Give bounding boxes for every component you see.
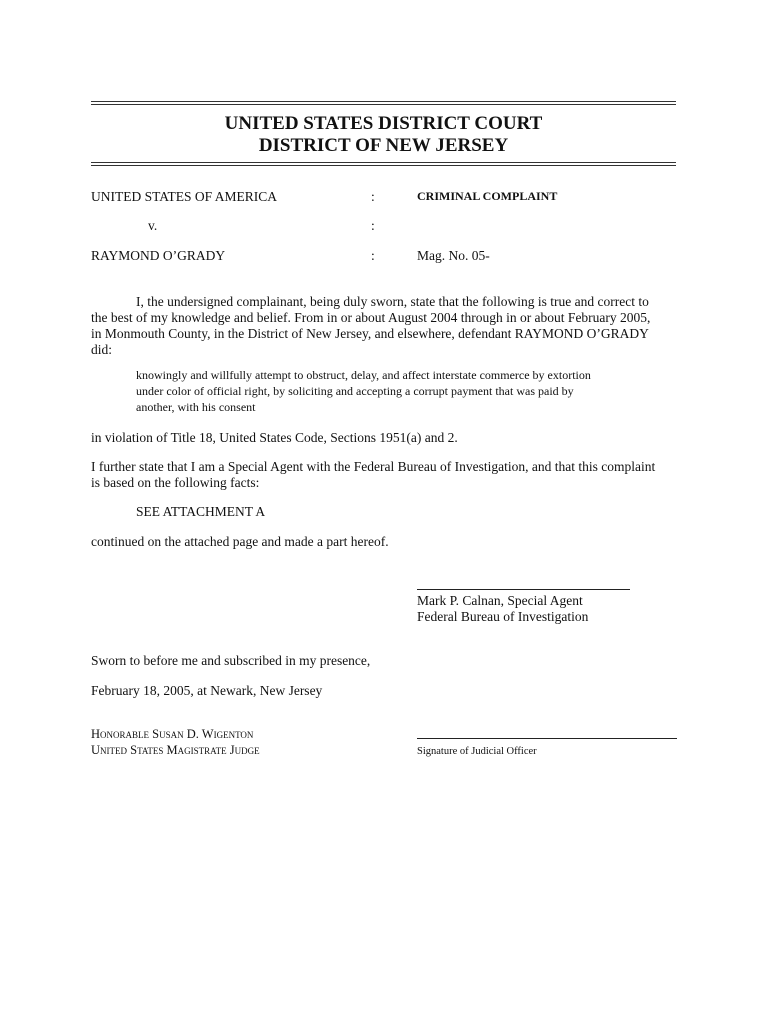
judicial-signature-label: Signature of Judicial Officer: [417, 746, 537, 757]
court-district: DISTRICT OF NEW JERSEY: [258, 135, 509, 156]
attachment-reference: SEE ATTACHMENT A: [136, 504, 266, 519]
charge-line-3: another, with his consent: [136, 400, 256, 414]
document-type: CRIMINAL COMPLAINT: [417, 189, 558, 203]
agent-signature-line: [417, 589, 630, 590]
intro-line-1: I, the undersigned complainant, being duly sworn, state that the following is true and correct to: [136, 294, 649, 309]
charge-line-2: under color of official right, by soliciting and accepting a corrupt payment that was paid by: [136, 384, 574, 398]
agent-statement-line-2: is based on the following facts:: [91, 475, 260, 490]
versus-label: v.: [148, 218, 158, 233]
top-double-rule: [91, 101, 676, 105]
continued-note: continued on the attached page and made a part hereof.: [91, 534, 389, 549]
intro-line-2: the best of my knowledge and belief. From in or about August 2004 through in or about February 2005,: [91, 310, 651, 325]
intro-line-4: did:: [91, 342, 113, 357]
caption-colon-3: :: [371, 248, 375, 263]
judicial-signature-line: [417, 738, 677, 739]
agent-agency: Federal Bureau of Investigation: [417, 609, 589, 624]
sworn-date-place: February 18, 2005, at Newark, New Jersey: [91, 683, 323, 698]
agent-statement-line-1: I further state that I am a Special Agent with the Federal Bureau of Investigation, and that this complaint: [91, 459, 656, 474]
charge-line-1: knowingly and willfully attempt to obstruct, delay, and affect interstate commerce by extortion: [136, 368, 591, 382]
defendant-name: RAYMOND O’GRADY: [91, 248, 226, 263]
caption-colon-1: :: [371, 189, 375, 204]
agent-name: Mark P. Calnan, Special Agent: [417, 593, 583, 608]
intro-line-3: in Monmouth County, in the District of New Jersey, and elsewhere, defendant RAYMOND O’GRADY: [91, 326, 649, 341]
court-name: UNITED STATES DISTRICT COURT: [224, 113, 543, 134]
sworn-statement: Sworn to before me and subscribed in my presence,: [91, 653, 371, 668]
violation-statement: in violation of Title 18, United States Code, Sections 1951(a) and 2.: [91, 430, 458, 445]
caption-colon-2: :: [371, 218, 375, 233]
magistrate-number: Mag. No. 05-: [417, 248, 490, 263]
judge-name: Honorable Susan D. Wigenton: [91, 727, 254, 741]
judge-title: United States Magistrate Judge: [91, 743, 260, 757]
plaintiff-name: UNITED STATES OF AMERICA: [91, 189, 278, 204]
bottom-double-rule: [91, 162, 676, 166]
